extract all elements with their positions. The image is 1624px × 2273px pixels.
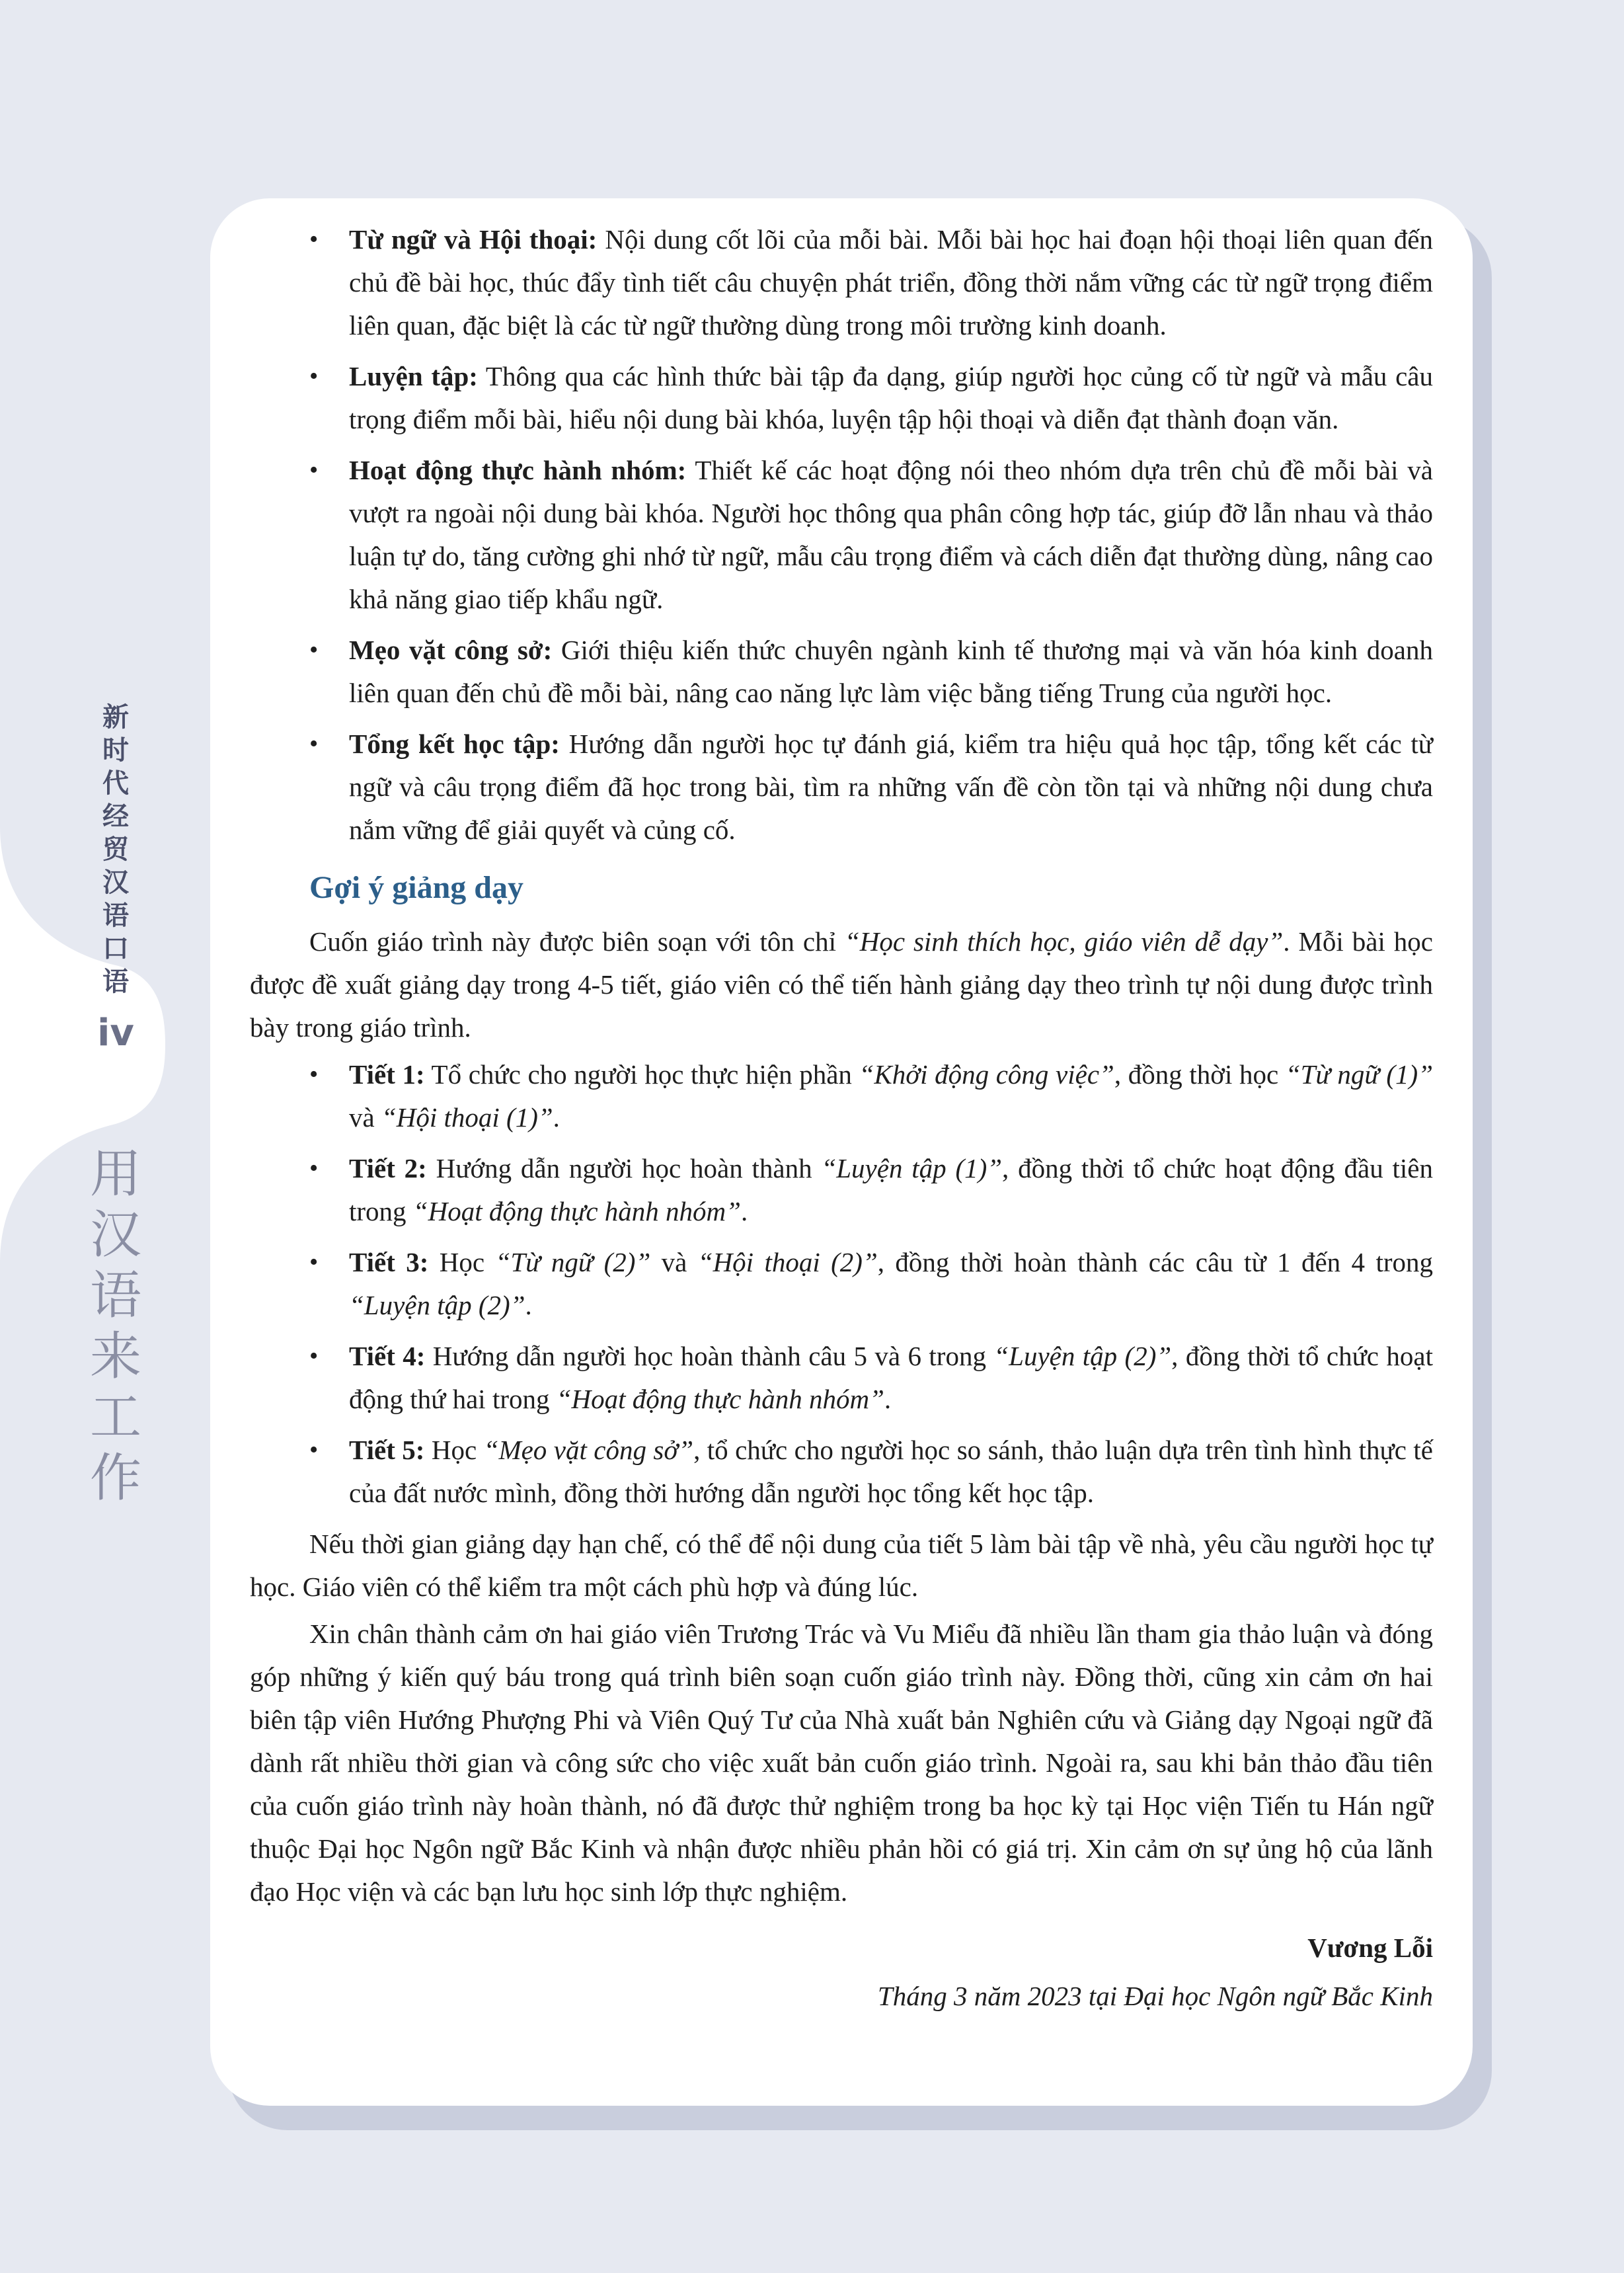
- item-label: Hoạt động thực hành nhóm:: [349, 455, 687, 485]
- list-item: [250, 218, 1433, 347]
- lesson-item: • Tiết 4: Hướng dẫn người học hoàn thành câu 5 và 6 trong “Luyện tập (2)”, đồng thời tổ chức hoạt động thứ hai trong “Hoạt động thực hành nhóm”.: [250, 1335, 1433, 1421]
- item-text: Nội dung cốt lõi của mỗi bài. Mỗi bài học hai đoạn hội thoại liên quan đến chủ đề bài học, thúc đẩy tình tiết câu chuyện phát triển, đồng thời nắm vững các từ ngữ trọng điểm liên quan, đặc biệt là các từ ngữ thường dùng trong môi trường kinh doanh.: [349, 224, 1433, 340]
- item-label: Mẹo vặt công sở:: [349, 635, 553, 665]
- book-title: 用汉语来工作: [89, 1144, 141, 1508]
- lesson-item: • Tiết 1: Tổ chức cho người học thực hiện phần “Khởi động công việc”, đồng thời học “Từ ngữ (1)” và “Hội thoại (1)”.: [250, 1053, 1433, 1139]
- item-text: Hướng dẫn người học tự đánh giá, kiểm tra hiệu quả học tập, tổng kết các từ ngữ và câu trọng điểm đã học trong bài, tìm ra những vấn đề còn tồn tại và những nội dung chưa nắm vững để giải quyết và củng cố.: [349, 729, 1433, 845]
- item-label: Luyện tập:: [349, 361, 478, 391]
- sidebar: [0, 0, 218, 2273]
- item-text: Thông qua các hình thức bài tập đa dạng, giúp người học củng cố từ ngữ và mẫu câu trọng điểm mỗi bài, hiểu nội dung bài khóa, luyện tập hội thoại và diễn đạt thành đoạn văn.: [349, 361, 1433, 434]
- item-label: Từ ngữ và Hội thoại:: [349, 224, 598, 255]
- paragraph: Nếu thời gian giảng dạy hạn chế, có thể để nội dung của tiết 5 làm bài tập về nhà, yêu cầu người học tự học. Giáo viên có thể kiểm tra một cách phù hợp và đúng lúc.: [250, 1529, 1433, 1602]
- section-heading: Gợi ý giảng dạy: [309, 870, 523, 905]
- sidebar-tab-shape: [0, 0, 218, 2273]
- list-item: [250, 449, 1433, 621]
- series-title: 新时代经贸汉语口语: [102, 702, 129, 997]
- list-item: [250, 723, 1433, 852]
- list-item: [250, 629, 1433, 715]
- paragraph: Xin chân thành cảm ơn hai giáo viên Trương Trác và Vu Miểu đã nhiều lần tham gia thảo luận và đóng góp những ý kiến quý báu trong quá trình biên soạn cuốn giáo trình này. Đồng thời, cũng xin cảm ơn hai biên tập viên Hướng Phượng Phi và Viên Quý Tư của Nhà xuất bản Nghiên cứu và Giảng dạy Ngoại ngữ đã dành rất nhiều thời gian và công sức cho việc xuất bản cuốn giáo trình. Ngoài ra, sau khi bản thảo đầu tiên của cuốn giáo trình này hoàn thành, nó đã được thử nghiệm trong ba học kỳ tại Học viện Tiến tu Hán ngữ thuộc Đại học Ngôn ngữ Bắc Kinh và nhận được nhiều phản hồi có giá trị. Xin cảm ơn sự ủng hộ của lãnh đạo Học viện và các bạn lưu học sinh lớp thực nghiệm.: [250, 1618, 1433, 1907]
- signature: [250, 1927, 1433, 2018]
- list-item: [250, 355, 1433, 441]
- item-text: Thiết kế các hoạt động nói theo nhóm dựa trên chủ đề mỗi bài và vượt ra ngoài nội dung bài khóa. Người học thông qua phân công hợp tác, giúp đỡ lẫn nhau và thảo luận tự do, tăng cường ghi nhớ từ ngữ, mẫu câu trọng điểm và cách diễn đạt thường dùng, nâng cao khả năng giao tiếp khẩu ngữ.: [349, 455, 1433, 614]
- component-list: [250, 218, 1433, 852]
- lesson-item: • Tiết 2: Hướng dẫn người học hoàn thành “Luyện tập (1)”, đồng thời tổ chức hoạt động đầu tiên trong “Hoạt động thực hành nhóm”.: [250, 1147, 1433, 1233]
- item-text: Giới thiệu kiến thức chuyên ngành kinh tế thương mại và văn hóa kinh doanh liên quan đến chủ đề mỗi bài, nâng cao năng lực làm việc bằng tiếng Trung của người học.: [349, 635, 1433, 708]
- lesson-list: [250, 1053, 1433, 1515]
- lesson-item: • Tiết 3: Học “Từ ngữ (2)” và “Hội thoại (2)”, đồng thời hoàn thành các câu từ 1 đến 4 trong “Luyện tập (2)”.: [250, 1241, 1433, 1327]
- paragraph: Cuốn giáo trình này được biên soạn với tôn chỉ “Học sinh thích học, giáo viên dễ dạy”. Mỗi bài học được đề xuất giảng dạy trong 4-5 tiết, giáo viên có thể tiến hành giảng dạy theo trình tự nội dung được trình bày trong giáo trình.: [250, 926, 1433, 1043]
- page-number: iv: [97, 1012, 134, 1055]
- place-date: Tháng 3 năm 2023 tại Đại học Ngôn ngữ Bắc Kinh: [877, 1981, 1433, 2011]
- item-label: Tổng kết học tập:: [349, 729, 560, 759]
- lesson-item: • Tiết 5: Học “Mẹo vặt công sở”, tổ chức cho người học so sánh, thảo luận dựa trên tình hình thực tế của đất nước mình, đồng thời hướng dẫn người học tổng kết học tập.: [250, 1429, 1433, 1515]
- page-content: [250, 218, 1433, 2018]
- author-name: Vương Lỗi: [1307, 1933, 1433, 1963]
